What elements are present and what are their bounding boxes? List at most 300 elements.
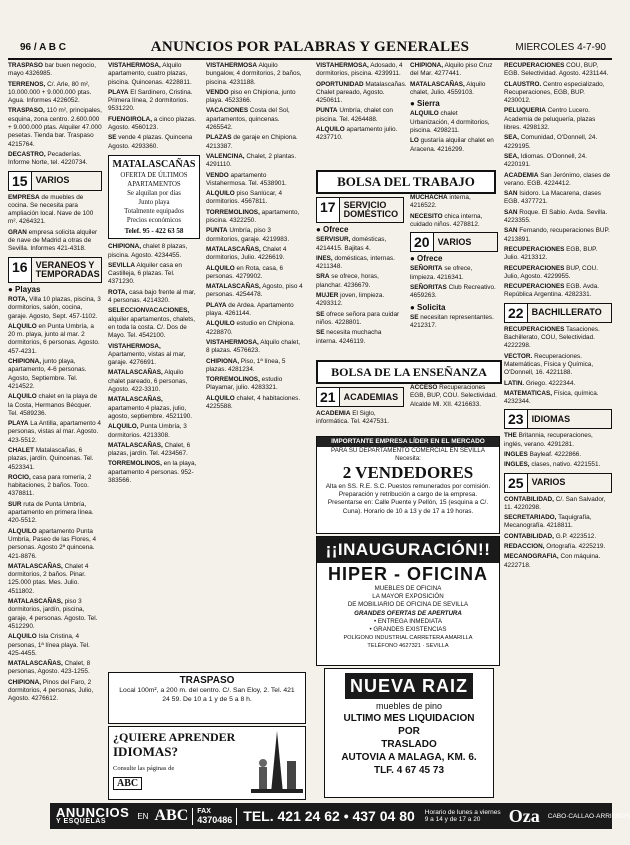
entry-text: COU, BUP, EGB. Selectividad. Agosto. 4231144.: [504, 62, 609, 78]
entry-keyword: MATALASCAÑAS,: [206, 283, 261, 291]
classified-entry: [206, 190, 304, 207]
entry-text: Recuperaciones. Matemáticas, Física y Química, O'Donnell, 16. 4221188.: [504, 352, 594, 377]
column-5-academias: [410, 384, 498, 434]
classified-entry: [316, 107, 408, 124]
entry-keyword: ACADEMIA: [316, 410, 351, 417]
entry-text: Física, química. 4232344.: [504, 389, 599, 406]
classified-entry: [8, 323, 102, 356]
classified-group: [410, 194, 498, 229]
classified-entry: [504, 227, 612, 244]
classified-entry: [504, 190, 612, 207]
entry-keyword: CHIPIONA,: [206, 357, 240, 365]
entry-keyword: SAN: [504, 208, 518, 216]
footer-fax-number: 4370486: [197, 814, 233, 825]
entry-text: se ofrece, horas, planchar. 4236679.: [316, 273, 379, 289]
entry-keyword: MATEMATICAS,: [504, 389, 553, 397]
column-3: [206, 62, 304, 668]
classified-entry: [108, 62, 200, 87]
entry-keyword: EMPRESA: [8, 193, 40, 201]
classified-entry: [410, 81, 498, 98]
entry-keyword: TORREMOLINOS,: [206, 208, 260, 216]
classified-entry: [108, 343, 200, 368]
entry-text: Centro Lucero. Academia de peluquería, plazas libres. 4298132.: [504, 107, 596, 132]
ad-title: TRASPASO: [179, 675, 235, 686]
entry-keyword: MATALASCAÑAS,: [410, 80, 465, 88]
ad-line: TELÉFONO 4627321 · SEVILLA: [367, 643, 449, 650]
entry-keyword: ALQUILO: [410, 110, 439, 118]
hiper-oficina-ad: [316, 536, 500, 666]
entry-text: clases, nativo. 4221551.: [529, 461, 601, 469]
entry-text: piso Sanlúcar, 4 dormitorios. 4567811.: [206, 190, 283, 206]
classified-entry: [504, 265, 612, 282]
classified-group: [504, 496, 612, 570]
column-5-lower: [410, 194, 498, 354]
entry-text: El Sardinero, Cristina. Primera línea, 2 dormitorios. 9531220.: [108, 88, 193, 113]
classified-entry: [504, 172, 612, 189]
vendedores-ad: [316, 436, 500, 534]
classified-group: [108, 243, 200, 485]
section-number: 22: [505, 304, 528, 322]
section-label: VARIOS: [35, 175, 70, 186]
column-4-lower: [316, 194, 404, 354]
classified-entry: [316, 81, 408, 106]
classified-entry: [504, 107, 612, 132]
section-label: ACADEMIAS: [343, 391, 399, 402]
entry-text: Agosto, piso 4 personas. 4254478.: [206, 283, 303, 299]
entry-text: Alquilo bungalow, 4 dormitorios, 2 baños, piscina. 4231188.: [206, 62, 302, 86]
classified-entry: [410, 284, 498, 301]
section-header: [316, 197, 404, 223]
entry-keyword: INGLES,: [504, 461, 530, 469]
entry-keyword: MATALASCAÑAS,: [108, 369, 163, 377]
entry-text: se ofrece, limpieza. 4216341.: [410, 265, 473, 281]
entry-text: de muebles de cocina. Se necesita para ampliación local. Nave de 100 m². 4264321.: [8, 193, 94, 226]
ad-line: ULTIMO MES LIQUIDACION: [343, 713, 475, 724]
entry-keyword: REDACCION,: [504, 543, 545, 551]
ad-body: Consulte las páginas de: [113, 765, 175, 772]
entry-text: Piso, 1ª línea, 5 plazas. 4281234.: [206, 357, 286, 373]
entry-text: gustaría alquilar chalet en Aracena. 4216299.: [410, 137, 494, 153]
classified-group: [504, 246, 612, 300]
entry-text: EGB, BUP. Julio. 4213312.: [504, 245, 598, 262]
entry-keyword: MATALASCAÑAS,: [108, 396, 163, 404]
classified-entry: [206, 134, 304, 151]
section-number: 15: [9, 172, 32, 190]
classified-group: [316, 410, 404, 427]
ad-title-2: IDIOMAS?: [113, 744, 179, 759]
entry-keyword: SAN: [504, 227, 518, 235]
entry-text: Alquilo chalet, 8 plazas. 4576623.: [206, 338, 301, 355]
entry-keyword: MUJER: [316, 292, 339, 300]
entry-keyword: ALQUILO: [206, 264, 235, 272]
classified-entry: [206, 265, 304, 282]
classified-entry: [8, 563, 102, 596]
entry-keyword: ALQUILO: [8, 633, 37, 641]
section-header: [8, 171, 102, 191]
entry-keyword: RECUPERACIONES: [504, 325, 565, 333]
entry-text: Chalet 4 dormitorios, 2 baños. Pinar. 125.000 ptas. Mes. Julio. 4511802.: [8, 562, 89, 595]
section-header: [316, 387, 404, 407]
ad-line: MUEBLES DE OFICINA: [374, 585, 442, 592]
classified-entry: [8, 393, 102, 418]
entry-text: apartamento Punta Umbría, Paseo de las Flores, 4 personas. Agosto 2ª quincena. 421-8876.: [8, 527, 97, 560]
entry-text: Chalet, 8 personas, Agosto. 423-1255.: [8, 660, 91, 676]
classified-group: [504, 432, 612, 469]
ad-title: 2 VENDEDORES: [342, 463, 474, 482]
entry-keyword: CHALET: [8, 446, 34, 454]
footer-anuncios-line: ANUNCIOS: [56, 804, 130, 820]
classified-entry: [410, 265, 498, 282]
classified-entry: [8, 474, 102, 499]
entry-keyword: SAN: [504, 190, 518, 198]
entry-text: Alquilo chalet, Julio. 4559103.: [410, 80, 486, 96]
section-number: 25: [505, 474, 528, 492]
footer-fax-label: FAX: [197, 807, 211, 815]
entry-keyword: ROTA,: [8, 295, 28, 303]
entry-text: Chalet, 6 plazas, jardín. Tel. 4234567.: [108, 441, 191, 458]
entry-text: Adosado, 4 dormitorios, piscina. 4239911.: [316, 62, 403, 78]
classified-entry: [8, 229, 102, 254]
classified-entry: [8, 528, 102, 561]
column-6: [504, 62, 612, 800]
subsection-title: ● Ofrece: [316, 225, 349, 234]
ad-subheader: PARA SU DEPARTAMENTO COMERCIAL EN SEVILLA: [331, 447, 485, 454]
entry-text: piso 3 dormitorios, jardín, piscina, garaje, 4 personas. Agosto. Tel. 4512290.: [8, 598, 98, 630]
entry-keyword: ALQUILO: [8, 527, 37, 535]
entry-text: G.P. 4223512.: [553, 532, 597, 540]
entry-text: de Ardea. Apartamento playa. 4261144.: [206, 301, 294, 318]
entry-keyword: NECESITO: [410, 212, 443, 220]
entry-text: chalet, 4 habitaciones. 4225588.: [206, 394, 301, 410]
entry-keyword: CHIPIONA,: [8, 678, 42, 686]
entry-keyword: CHIPIONA,: [108, 243, 142, 251]
classified-entry: [316, 273, 404, 290]
entry-text: necesita muchacha interna. 4246119.: [316, 329, 382, 345]
entry-text: Club Recreativo. 4659263.: [410, 284, 496, 300]
ad-line: DE MOBILIARIO DE OFICINA DE SEVILLA: [347, 601, 469, 609]
entry-text: apartamento, piscina. 4322250.: [206, 208, 300, 225]
classified-entry: [108, 116, 200, 133]
entry-text: Idiomas. O'Donnell, 24. 4220191.: [504, 152, 587, 169]
entry-keyword: ACADEMIA: [504, 171, 539, 179]
abc-logo: ABC: [113, 777, 142, 790]
column-4-academias: [316, 384, 404, 434]
entry-keyword: VISTAHERMOSA,: [206, 338, 259, 346]
classified-group: [316, 62, 408, 143]
traspaso-ad: [108, 672, 306, 724]
entry-keyword: SEÑORITAS: [410, 284, 447, 292]
entry-keyword: RECUPERACIONES: [504, 283, 565, 291]
section-number: 23: [505, 410, 528, 428]
entry-text: Con máquina. 4222718.: [504, 553, 601, 569]
entry-text: 110 m², principales, esquina, zona centro. 2.600.000 + 9.000.000 ptas. Alquiler 47.000 pesetas. Tienda bar. Traspaso 4215764.: [8, 107, 102, 148]
entry-keyword: MECANOGRAFIA,: [504, 553, 559, 561]
classified-entry: [316, 292, 404, 309]
classified-group: [108, 62, 200, 151]
classified-entry: [206, 172, 304, 189]
entry-text: Isla Cristina, 4 personas, 1ª línea playa. Tel. 425-4455.: [8, 633, 90, 657]
classified-entry: [206, 246, 304, 263]
entry-keyword: THE: [504, 432, 517, 440]
classified-entry: [410, 110, 498, 135]
entry-keyword: SEVILLA: [108, 261, 135, 269]
classified-entry: [8, 62, 102, 79]
section-header: [410, 232, 498, 252]
entry-text: Umbría, chalet con piscina. Tel. 4264488.: [316, 107, 393, 123]
entry-text: Roque. El Sabio. Avda. Sevilla. 4223355.: [504, 208, 608, 225]
classified-entry: [316, 311, 404, 328]
entry-text: Pecaderías. Informe Norte, tel. 4220734.: [8, 150, 88, 167]
entry-text: a cinco plazas. Agosto. 4560123.: [108, 115, 197, 132]
ad-line: Precios económicos: [126, 216, 182, 224]
classified-entry: [206, 153, 304, 170]
ad-line: Totalmente equipados: [124, 207, 184, 215]
entry-text: chalet Urbanización, 4 dormitorios, piscina. 4298211.: [410, 110, 490, 135]
entry-keyword: VECTOR.: [504, 352, 533, 360]
entry-keyword: PLAYA: [8, 420, 29, 428]
ad-line: GRANDES OFERTAS DE APERTURA: [354, 609, 462, 617]
classified-entry: [504, 451, 612, 459]
classified-entry: [504, 380, 612, 388]
ad-line: muebles de pino: [375, 701, 443, 711]
entry-text: domésticas, 4214415. Bajitas 4.: [316, 236, 387, 252]
section-number: 17: [317, 198, 340, 222]
classified-entry: [504, 461, 612, 469]
entry-keyword: SE: [108, 134, 117, 142]
entry-keyword: SRA: [316, 273, 330, 281]
footer-abc-logo: ABC: [154, 807, 189, 824]
entry-keyword: MATALASCAÑAS,: [108, 441, 163, 449]
entry-keyword: INGLES: [504, 450, 528, 458]
entry-keyword: ALQUILO: [316, 126, 345, 134]
classified-entry: [206, 227, 304, 244]
entry-text: Fernando, recuperaciones BUP. 4213891.: [504, 227, 610, 243]
ad-line: • GRANDES EXISTENCIAS: [369, 626, 447, 634]
classified-entry: [316, 410, 404, 427]
section-label: VARIOS: [437, 236, 472, 247]
entry-text: en Punta Umbría, a 20 m. playa, junto al mar. 2 dormitorios, 6 personas. Agosto. 457-4231.: [8, 322, 100, 355]
entry-text: Apartamento, vistas al mar, garaje. 4276691.: [108, 350, 186, 367]
entry-keyword: TORREMOLINOS,: [206, 376, 260, 384]
inauguracion-banner: ¡¡INAUGURACIÓN!!: [317, 537, 499, 563]
classified-entry: [504, 390, 612, 407]
entry-keyword: DECASTRO,: [8, 150, 46, 158]
entry-keyword: SEA,: [504, 134, 519, 142]
section-header: [504, 409, 612, 429]
entry-text: Alquilo chalet pareado, 6 personas, Agosto. 422-3310.: [108, 369, 188, 394]
page-header: [8, 38, 612, 60]
classified-group: [410, 62, 498, 97]
classified-entry: [206, 302, 304, 319]
footer-anuncios: [50, 804, 135, 826]
entry-text: necesitan representantes. 4212317.: [410, 313, 494, 330]
footer-oza-sub: CABO·CALLAO·ARRIEROS: [547, 812, 630, 820]
classified-entry: [504, 353, 612, 378]
page-number: 96 / A B C: [20, 42, 66, 53]
classified-group: [206, 62, 304, 411]
ad-line: OFERTA DE ÚLTIMOS: [120, 171, 188, 179]
entry-text: Alquilo piso Cruz del Mar. 4277441.: [410, 62, 493, 78]
entry-keyword: SEÑORITA: [410, 265, 443, 273]
classified-entry: [316, 236, 404, 253]
entry-keyword: INES,: [316, 254, 333, 262]
ad-line: POLÍGONO INDUSTRIAL CARRETERA AMARILLA: [343, 635, 473, 642]
classified-entry: [504, 283, 612, 300]
footer-banner: [50, 803, 630, 829]
entry-text: alquiler apartamentos, chalets, en toda la costa. C/. Dos de Mayo. Tel. 4542100.: [108, 315, 196, 340]
classified-entry: [108, 442, 200, 459]
section-header: [504, 303, 612, 323]
entry-text: estudio en Chipiona. 4228870.: [206, 320, 295, 336]
subsection-title: ● Solicita: [410, 302, 446, 312]
classified-entry: [206, 320, 304, 337]
entry-keyword: SE: [316, 329, 325, 337]
entry-text: El Siglo, informática. Tel. 4247531.: [316, 410, 390, 426]
classified-entry: [108, 423, 200, 440]
monument-illustration-icon: [249, 727, 305, 799]
classified-entry: [504, 496, 612, 513]
issue-date: MIERCOLES 4-7-90: [515, 42, 606, 53]
classified-entry: [108, 289, 200, 306]
entry-keyword: RECUPERACIONES: [504, 245, 565, 253]
entry-keyword: VENDO: [206, 88, 229, 96]
entry-text: empresa solicita alquiler de nave de Madrid a otras de Sevilla. Informes 421-4318.: [8, 228, 98, 253]
entry-keyword: FUENGIROLA,: [108, 115, 153, 123]
entry-keyword: PLAZAS: [206, 134, 232, 142]
entry-keyword: ALQUILO: [8, 393, 37, 401]
classified-entry: [108, 396, 200, 421]
classified-entry: [8, 296, 102, 321]
entry-text: piso en Chipiona, junto playa. 4523366.: [206, 88, 296, 105]
classified-group: [8, 194, 102, 254]
entry-keyword: ALQUILO: [8, 322, 37, 330]
entry-keyword: ALQUILO: [206, 190, 235, 198]
column-1: [8, 62, 102, 800]
entry-keyword: GRAN: [8, 228, 27, 236]
entry-text: Centro especializado, Recuperaciones, EGB, BUP. 4230012.: [504, 80, 605, 105]
classified-entry: [504, 246, 612, 263]
section-number: 21: [317, 388, 340, 406]
entry-keyword: PUNTA: [206, 227, 228, 235]
classified-entry: [206, 107, 304, 132]
entry-text: Ortografía. 4225219.: [544, 543, 606, 551]
classified-entry: [108, 243, 200, 260]
entry-text: Villa 10 plazas, piscina, 3 dormitorios, salón, cocina, garaje. Agosto, Sept. 457-1102.: [8, 295, 101, 320]
entry-keyword: SELECCIONVACACIONES,: [108, 307, 190, 315]
entry-keyword: MUCHACHA: [410, 194, 448, 201]
entry-text: C/. San Salvador, 11. 4220298.: [504, 495, 606, 511]
idiomas-ad: [108, 726, 306, 800]
classified-group: [8, 296, 102, 704]
entry-text: junto playa, apartamento, 4-6 personas. Agosto, Septiembre. Tel. 4214522.: [8, 358, 87, 390]
entry-keyword: ALQUILO: [206, 394, 235, 402]
ad-line: APARTAMENTOS: [127, 180, 181, 188]
entry-text: Chalet, 2 plantas. 4291110.: [206, 152, 297, 169]
classified-entry: [108, 262, 200, 287]
entry-keyword: VISTAHERMOSA,: [108, 342, 161, 350]
classified-entry: [206, 376, 304, 393]
entry-text: Chalet 4 dormitorios, Julio. 4226619.: [206, 245, 287, 262]
classified-entry: [8, 81, 102, 106]
ad-body: Local 100m², a 200 m. del centro. C/. San Eloy, 2. Tel. 421 24 59. De 10 a 1 y de 5 a 8 h.: [119, 687, 295, 703]
section-number: 16: [9, 258, 32, 282]
classified-entry: [108, 134, 200, 151]
classified-entry: [504, 326, 612, 351]
column-4: [316, 62, 408, 160]
classified-entry: [8, 679, 102, 704]
entry-keyword: LO: [410, 137, 419, 145]
classified-entry: [206, 209, 304, 226]
classified-entry: [410, 314, 498, 331]
entry-keyword: VALENCINA,: [206, 152, 245, 160]
entry-keyword: SEA,: [504, 152, 519, 160]
classified-entry: [108, 460, 200, 485]
entry-keyword: VENDO: [206, 171, 229, 179]
entry-keyword: VISTAHERMOSA,: [316, 62, 369, 69]
section-label: VARIOS: [531, 477, 566, 488]
entry-keyword: CONTABILIDAD,: [504, 532, 554, 540]
entry-keyword: LATIN.: [504, 379, 525, 387]
ad-line: POR: [398, 726, 420, 737]
footer-fax: [192, 808, 237, 825]
entry-text: apartamento julio. 4237710.: [316, 126, 398, 142]
entry-keyword: VISTAHERMOSA: [206, 62, 258, 69]
classified-entry: [316, 255, 404, 272]
classified-group: [410, 314, 498, 331]
classified-group: [8, 62, 102, 168]
entry-text: Isidoro. La Macarena, clases EGB. 4377721.: [504, 190, 601, 206]
entry-keyword: ALQUILO,: [108, 423, 139, 431]
classified-group: [504, 326, 612, 407]
classified-entry: [108, 369, 200, 394]
ad-line: • ENTREGA INMEDIATA: [374, 617, 442, 625]
column-2: [108, 62, 200, 668]
entry-text: Tasaciones. Bachillerato, COU, Selectividad. 4222298.: [504, 325, 600, 350]
classified-entry: [8, 194, 102, 227]
entry-keyword: PELUQUERIA: [504, 107, 546, 115]
footer-hours: Horario de lunes a viernes 9 a 14 y de 17 a 20: [424, 809, 501, 823]
matalascanas-ad: [108, 155, 200, 239]
classified-group: [410, 110, 498, 153]
classified-entry: [8, 420, 102, 445]
classified-entry: [504, 134, 612, 151]
ad-header: IMPORTANTE EMPRESA LÍDER EN EL MERCADO: [317, 437, 499, 447]
entry-keyword: MATALASCAÑAS,: [8, 660, 63, 668]
classified-entry: [206, 358, 304, 375]
classified-entry: [206, 339, 304, 356]
entry-text: Alquiler casa en Castilleja, 6 plazas. Tel. 4371230.: [108, 261, 182, 286]
entry-text: Griego. 4222344.: [524, 379, 576, 387]
entry-text: Recuperaciones EGB, BUP, COU. Selectividad. Alcalde Ml. XII. 4216633.: [410, 384, 497, 408]
classified-group: [410, 265, 498, 300]
subsection-title: ● Ofrece: [410, 254, 443, 264]
entry-keyword: VISTAHERMOSA,: [108, 62, 161, 69]
footer-esquelas-line: Y ESQUELAS: [56, 817, 106, 825]
ad-title: ¿QUIERE APRENDER: [113, 730, 236, 744]
entry-keyword: ROCIO,: [8, 473, 31, 481]
entry-text: interna, 4216522.: [410, 194, 471, 210]
subsection-title: ● Sierra: [410, 99, 440, 109]
classified-group: [504, 62, 612, 151]
classified-entry: [8, 358, 102, 391]
section-label: SERVICIO DOMÉSTICO: [343, 200, 399, 219]
entry-keyword: OPORTUNIDAD: [316, 80, 364, 88]
entry-text: apartamento Vistahermosa. Tel. 4538901.: [206, 171, 287, 187]
entry-keyword: MATALASCAÑAS,: [206, 245, 261, 253]
entry-keyword: VACACIONES: [206, 107, 249, 115]
entry-keyword: ALQUILO: [206, 320, 235, 328]
entry-text: BUP, COU. Julio, Agosto. 4229955.: [504, 264, 598, 280]
